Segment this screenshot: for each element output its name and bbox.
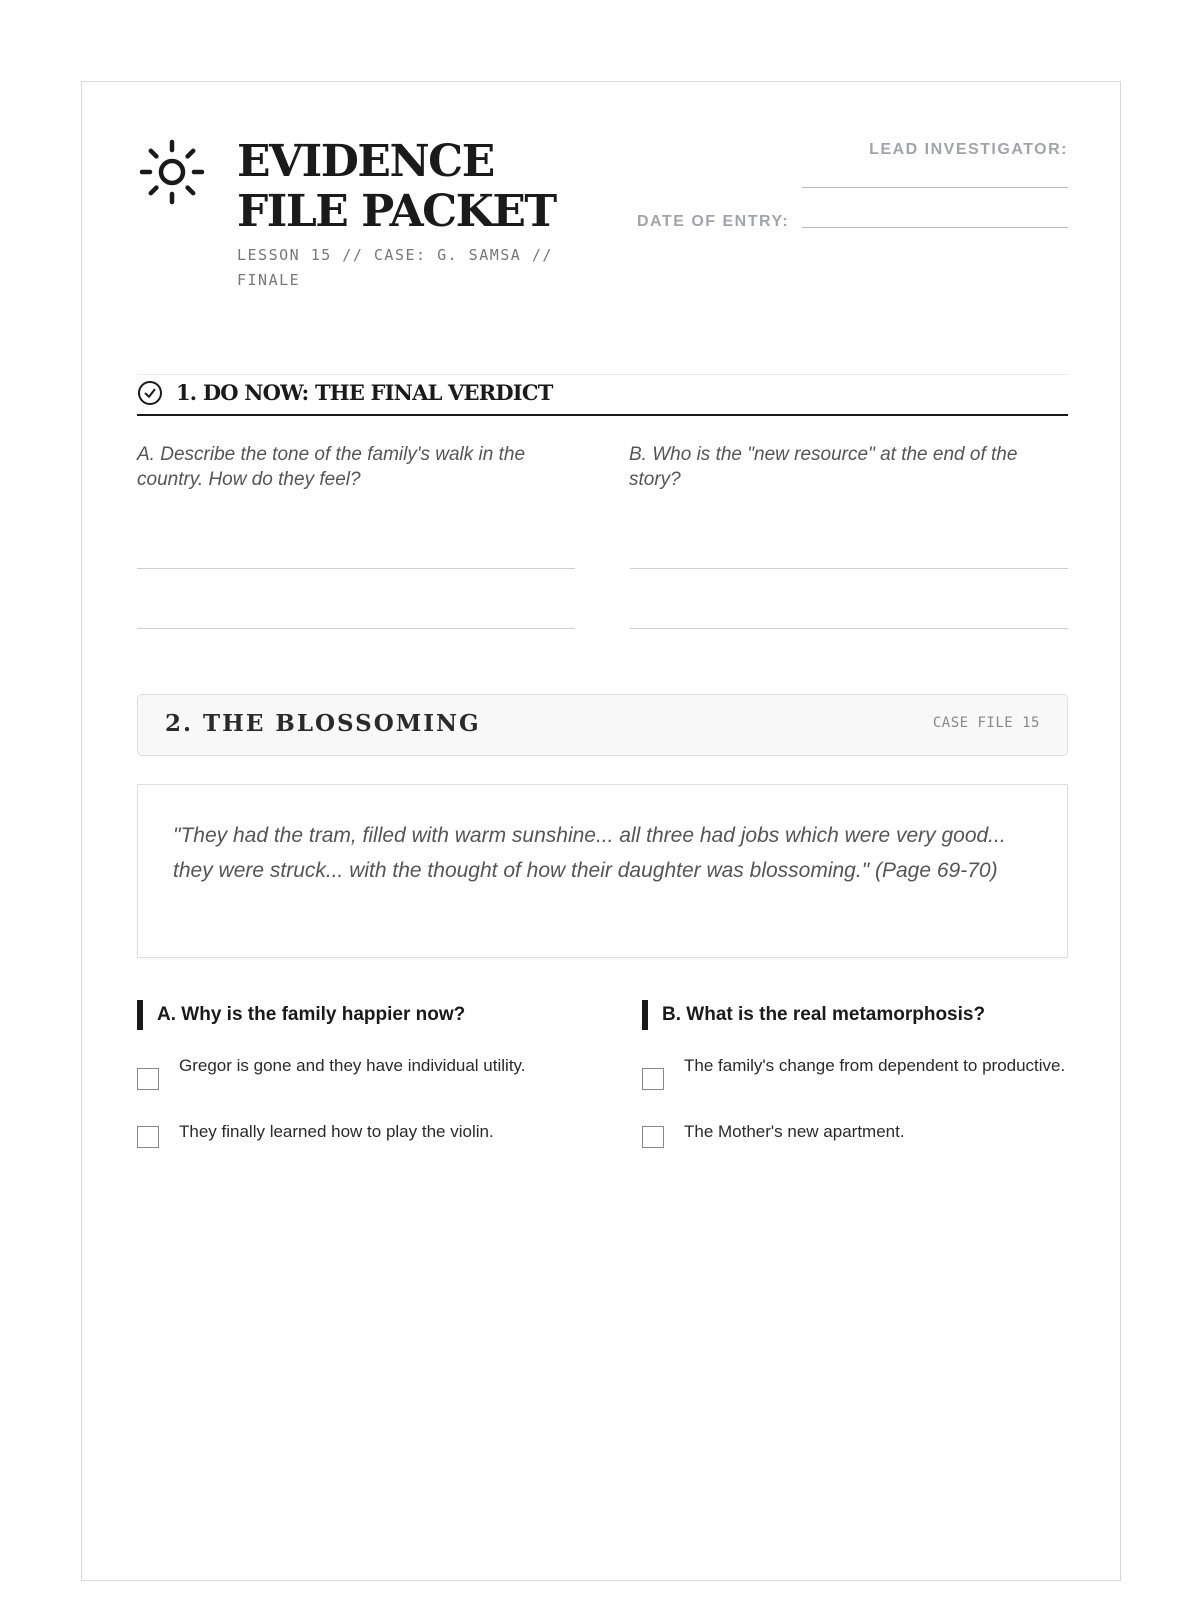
checkbox[interactable] xyxy=(137,1068,159,1090)
date-of-entry-field[interactable] xyxy=(802,227,1068,228)
check-circle-icon xyxy=(137,380,163,406)
worksheet-page xyxy=(81,81,1121,1581)
sun-icon xyxy=(137,137,207,207)
prompt-a: A. Describe the tone of the family's walk in the country. How do they feel? xyxy=(137,444,526,490)
option-label: Gregor is gone and they have individual utility. xyxy=(179,1056,526,1075)
page-title: EVIDENCE FILE PACKET xyxy=(237,136,556,237)
quote-box xyxy=(137,784,1068,958)
answer-b-line-2[interactable] xyxy=(630,628,1068,629)
section1-title: 1. DO NOW: THE FINAL VERDICT xyxy=(176,380,553,405)
packet-header xyxy=(137,137,1068,322)
lesson-subtitle: LESSON 15 // CASE: G. SAMSA // FINALE xyxy=(237,246,553,289)
header-divider xyxy=(137,374,1068,375)
answer-b-line-1[interactable] xyxy=(630,568,1068,569)
answer-a-line-2[interactable] xyxy=(137,628,575,629)
checkbox[interactable] xyxy=(642,1068,664,1090)
option-label: The Mother's new apartment. xyxy=(684,1122,905,1141)
question-a xyxy=(137,1000,567,1141)
section1-heading xyxy=(137,378,1068,416)
option-label: They finally learned how to play the violin. xyxy=(179,1122,494,1141)
checkbox[interactable] xyxy=(137,1126,159,1148)
question-b-heading: B. What is the real metamorphosis? xyxy=(642,1000,1072,1030)
option-label: The family's change from dependent to productive. xyxy=(684,1056,1066,1075)
question-a-heading: A. Why is the family happier now? xyxy=(137,1000,567,1030)
quote-text: "They had the tram, filled with warm sunshine... all three had jobs which were very good... they were struck... with the thought of how their daughter was blossoming." (Page 69-70) xyxy=(173,824,1006,882)
prompt-b: B. Who is the "new resource" at the end of the story? xyxy=(629,444,1018,490)
lead-investigator-field[interactable] xyxy=(802,187,1068,188)
section2-title: 2. THE BLOSSOMING xyxy=(165,710,481,737)
checkbox[interactable] xyxy=(642,1126,664,1148)
lead-investigator-label: LEAD INVESTIGATOR: xyxy=(869,141,1068,158)
section2-header xyxy=(137,694,1068,756)
date-of-entry-label: DATE OF ENTRY: xyxy=(637,213,790,230)
question-b xyxy=(642,1000,1072,1141)
worksheet-content xyxy=(137,82,1068,1580)
case-file-tag: CASE FILE 15 xyxy=(932,715,1040,731)
answer-a-line-1[interactable] xyxy=(137,568,575,569)
